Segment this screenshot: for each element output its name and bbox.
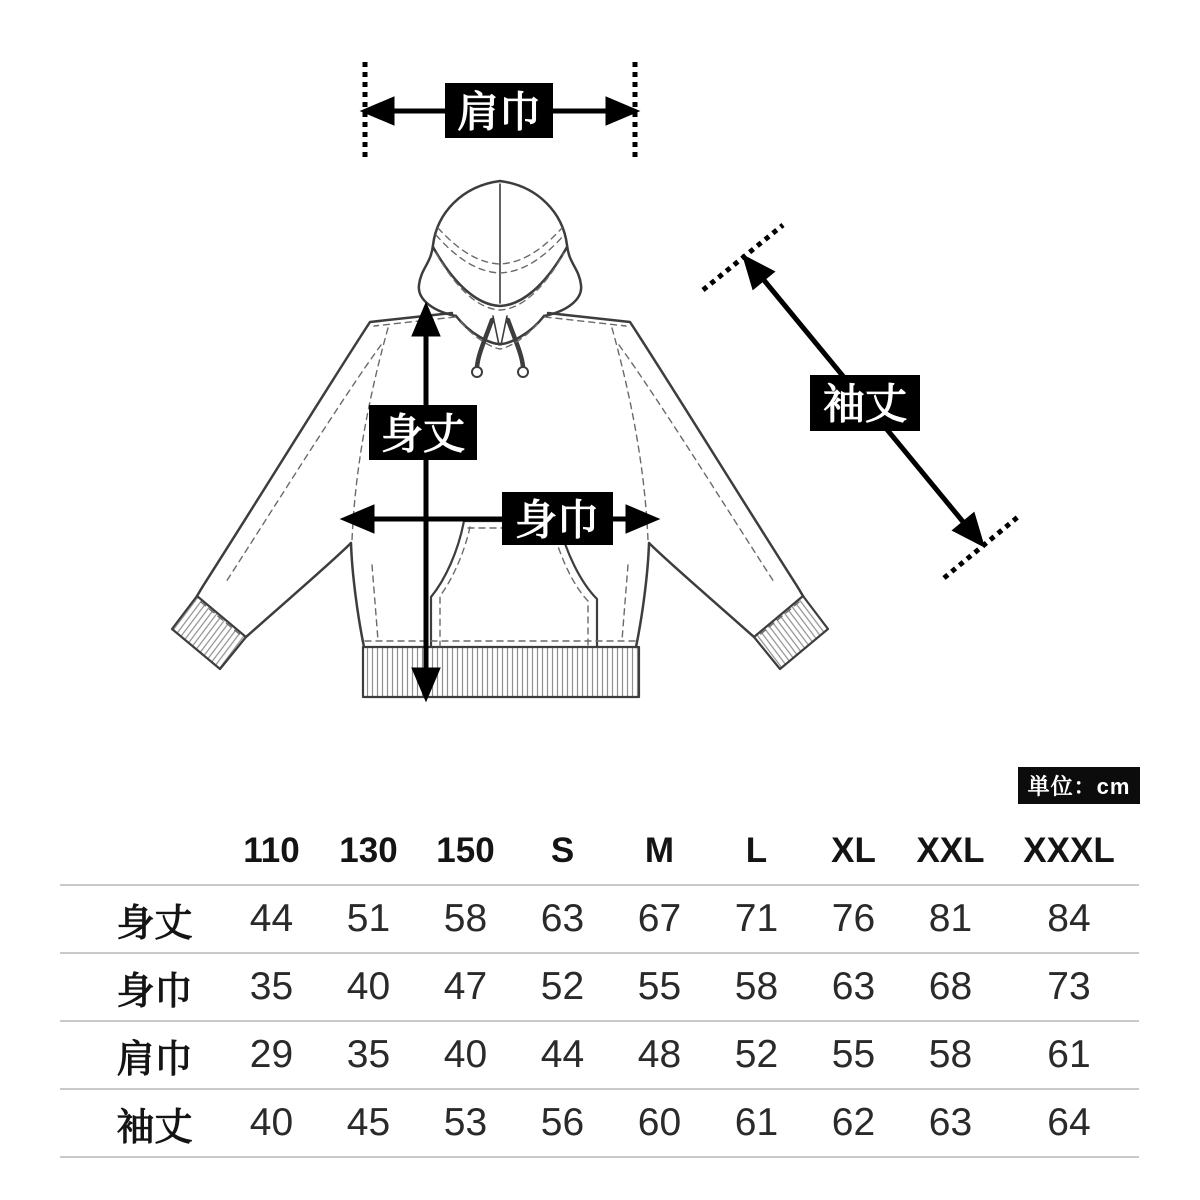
- size-value-cell: 47: [443, 965, 488, 1008]
- size-value-cell: 71: [734, 897, 779, 940]
- hoodie-drawcord-knot: [472, 367, 482, 377]
- hoodie-illustration: [172, 181, 828, 697]
- label-body-length: [369, 405, 477, 460]
- hoodie-body-outline: [197, 313, 803, 647]
- size-column-header: XL: [831, 831, 876, 870]
- size-value-cell: 68: [928, 965, 973, 1008]
- size-column-header: XXL: [916, 831, 985, 870]
- size-value-cell: 84: [1047, 897, 1091, 940]
- label-shoulder-width-text: 肩巾: [456, 88, 542, 136]
- hoodie-drawcord-knot: [518, 367, 528, 377]
- hoodie-hood-seam: [493, 184, 507, 345]
- measurement-guide-dots: [365, 62, 1019, 578]
- body-length-arrow: [415, 308, 437, 696]
- measurement-row-label: 身巾: [116, 970, 193, 1013]
- size-value-cell: 60: [637, 1101, 682, 1144]
- size-column-header: XXXL: [1023, 831, 1115, 870]
- table-row-body-length: [60, 886, 1139, 954]
- size-table: [60, 818, 1139, 1158]
- hoodie-cuff-right: [754, 596, 828, 669]
- size-value-cell: 67: [637, 897, 682, 940]
- size-table-header-row: [60, 818, 1139, 886]
- hoodie-hem-rib: [363, 647, 639, 697]
- size-value-cell: 81: [928, 897, 973, 940]
- label-sleeve-length: [810, 375, 920, 431]
- size-value-cell: 63: [928, 1101, 973, 1144]
- size-value-cell: 29: [249, 1033, 294, 1076]
- label-sleeve-length-text: 袖丈: [822, 380, 908, 428]
- table-row-shoulder-width: [60, 1022, 1139, 1090]
- size-value-cell: 44: [249, 897, 294, 940]
- measurement-row-label: 袖丈: [116, 1106, 193, 1149]
- size-column-header: L: [745, 831, 768, 870]
- size-value-cell: 58: [928, 1033, 973, 1076]
- size-value-cell: 55: [831, 1033, 876, 1076]
- size-value-cell: 52: [540, 965, 585, 1008]
- label-body-width-text: 身巾: [514, 496, 600, 544]
- size-value-cell: 40: [249, 1101, 294, 1144]
- table-row-body-width: [60, 954, 1139, 1022]
- measurement-row-label: 身丈: [116, 902, 193, 945]
- unit-badge: 単位：cm: [1018, 767, 1140, 804]
- hoodie-cuff-left: [172, 596, 246, 669]
- size-value-cell: 48: [637, 1033, 682, 1076]
- size-value-cell: 58: [443, 897, 488, 940]
- size-value-cell: 63: [540, 897, 585, 940]
- size-value-cell: 35: [249, 965, 294, 1008]
- size-value-cell: 56: [540, 1101, 585, 1144]
- label-body-length-text: 身丈: [380, 410, 466, 458]
- size-value-cell: 76: [831, 897, 876, 940]
- size-value-cell: 61: [734, 1101, 779, 1144]
- size-value-cell: 73: [1047, 965, 1091, 1008]
- table-row-sleeve-length: [60, 1090, 1139, 1158]
- size-column-header: S: [550, 831, 575, 870]
- size-value-cell: 40: [443, 1033, 488, 1076]
- size-value-cell: 58: [734, 965, 779, 1008]
- measurement-row-label: 肩巾: [116, 1038, 193, 1081]
- size-value-cell: 44: [540, 1033, 585, 1076]
- label-body-width: [502, 492, 613, 545]
- size-column-header: M: [644, 831, 675, 870]
- size-column-header: 150: [436, 831, 495, 870]
- size-value-cell: 40: [346, 965, 391, 1008]
- size-value-cell: 45: [346, 1101, 391, 1144]
- size-column-header: 110: [243, 831, 300, 870]
- size-value-cell: 35: [346, 1033, 391, 1076]
- size-value-cell: 53: [443, 1101, 488, 1144]
- size-value-cell: 51: [346, 897, 391, 940]
- size-value-cell: 62: [831, 1101, 876, 1144]
- size-value-cell: 63: [831, 965, 876, 1008]
- label-shoulder-width: [445, 83, 553, 138]
- size-value-cell: 55: [637, 965, 682, 1008]
- size-column-header: 130: [339, 831, 398, 870]
- size-value-cell: 61: [1047, 1033, 1091, 1076]
- size-value-cell: 64: [1047, 1101, 1091, 1144]
- size-value-cell: 52: [734, 1033, 779, 1076]
